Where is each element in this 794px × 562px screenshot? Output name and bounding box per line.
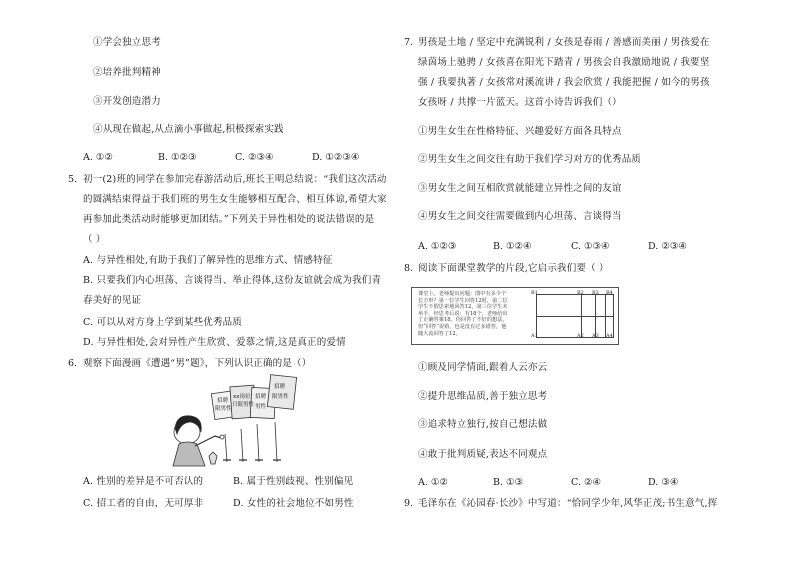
q4-option-b: B. ①②③ bbox=[158, 152, 197, 163]
grid-label-b3: B3 bbox=[592, 290, 599, 296]
q7-option-c: C. ①③④ bbox=[571, 241, 610, 252]
q9-stem: 毛泽东在《沁园春·长沙》中写道：“恰同学少年,风华正茂;书生意气,挥 bbox=[418, 498, 718, 509]
grid-label-b1: B1 bbox=[531, 290, 538, 296]
q5-number: 5. bbox=[68, 174, 78, 185]
q5-stem-line-1: 初一(2)班的同学在参加完春游活动后,班长王明总结说：“我们这次活动 bbox=[83, 174, 387, 185]
q8-item-4: ④敢于批判质疑,表达不同观点 bbox=[418, 449, 548, 460]
cartoon-illustration bbox=[165, 374, 300, 469]
q8-number: 8. bbox=[404, 263, 414, 274]
grid-label-b2: B2 bbox=[577, 290, 584, 296]
q6-number: 6. bbox=[68, 358, 78, 369]
grid-label-b4: B4 bbox=[606, 290, 613, 296]
grid-label-a1: A1 bbox=[531, 333, 538, 339]
sign-text-4: 只限男性 bbox=[232, 402, 255, 408]
q7-item-3: ③男女生之间互相欣赏就能建立异性之间的友谊 bbox=[418, 183, 622, 194]
q4-option-d: D. ①②③④ bbox=[312, 152, 360, 163]
q5-option-c: C. 可以从对方身上学到某些优秀品质 bbox=[83, 317, 243, 328]
q4-item-2: ②培养批判精神 bbox=[93, 67, 161, 78]
q8-option-c: C. ②④ bbox=[571, 477, 602, 488]
q4-option-c: C. ②③④ bbox=[235, 152, 274, 163]
grid-label-a3: A3 bbox=[592, 333, 599, 339]
rectangle-grid-figure bbox=[536, 294, 614, 338]
q9-number: 9. bbox=[404, 498, 414, 509]
q7-option-b: B. ①②④ bbox=[493, 241, 532, 252]
grid-label-a2: A2 bbox=[577, 333, 584, 339]
q7-item-2: ②男生女生之间交往有助于我们学习对方的优秀品质 bbox=[418, 154, 642, 165]
q6-option-d: D. 女性的社会地位不如男性 bbox=[233, 498, 354, 509]
q7-item-1: ①男生女生在性格特征、兴趣爱好方面各具特点 bbox=[418, 126, 622, 137]
q6-option-a: A. 性别的差异是不可否认的 bbox=[83, 476, 204, 487]
q5-option-a: A. 与异性相处,有助于我们了解异性的思维方式、情感特征 bbox=[83, 255, 333, 266]
q7-number: 7. bbox=[404, 37, 414, 48]
grid-label-a4: A4 bbox=[606, 333, 613, 339]
sign-text-7: 招聘 bbox=[274, 384, 286, 390]
classroom-passage-box bbox=[411, 287, 619, 345]
sign-text-6: 男性 bbox=[255, 404, 267, 410]
q8-option-a: A. ①② bbox=[418, 477, 448, 488]
q5-stem-line-3: 再参加此类活动时能够更加团结。”下列关于异性相处的说法错误的是 bbox=[83, 214, 375, 225]
sign-text-1: 招聘 bbox=[217, 398, 229, 404]
q7-item-4: ④男女生之间交往需要做到内心坦荡、言谈得当 bbox=[418, 211, 622, 222]
q6-stem: 观察下面漫画《遭遇“男”题》，下列认识正确的是（） bbox=[83, 358, 312, 369]
q4-option-a: A. ①② bbox=[83, 152, 113, 163]
q4-item-3: ③开发创造潜力 bbox=[93, 96, 161, 107]
q5-option-b-line-1: B. 只要我们内心坦荡、言谈得当、举止得体,这份友谊就会成为我们青 bbox=[83, 275, 382, 286]
q4-item-1: ①学会独立思考 bbox=[93, 37, 161, 48]
q7-stem-line-4: 女孩呀 / 共撑一片蓝天。这首小诗告诉我们（） bbox=[418, 97, 622, 108]
q8-item-3: ③追求特立独行,按自己想法做 bbox=[418, 419, 548, 430]
q8-stem: 阅读下面课堂教学的片段,它启示我们要（ ） bbox=[418, 263, 609, 274]
q7-stem-line-3: 强 / 我要执著 / 女孩常对溪流讲 / 我会欣赏 / 我能把握 / 如今的男孩 bbox=[418, 77, 710, 88]
q8-item-1: ①顾及同学情面,跟着人云亦云 bbox=[418, 362, 548, 373]
sign-text-2: 限男性 bbox=[215, 406, 232, 412]
q5-stem-line-4: （ ） bbox=[83, 234, 106, 245]
q5-stem-line-2: 的圆满结束得益于我们班的男生女生能够相互配合、相互体谅,希望大家 bbox=[83, 194, 387, 205]
q7-stem-line-1: 男孩是土地 / 坚定中充满锐利 / 女孩是春雨 / 善感而美丽 / 男孩爱在 bbox=[418, 37, 710, 48]
q4-item-4: ④从现在做起,从点滴小事做起,积极探索实践 bbox=[93, 124, 284, 135]
q8-option-d: D. ③④ bbox=[648, 477, 679, 488]
q5-option-d: D. 与异性相处,会对异性产生欣赏、爱慕之情,这是真正的爱情 bbox=[83, 337, 346, 348]
q7-option-a: A. ①②③ bbox=[418, 241, 457, 252]
q6-option-c: C. 招工者的自由，无可厚非 bbox=[83, 498, 204, 509]
q8-option-b: B. ①③ bbox=[493, 477, 524, 488]
sign-text-5: 招聘 bbox=[255, 394, 267, 400]
sign-text-3: xx岗位 bbox=[233, 394, 251, 400]
q7-stem-line-2: 绿茵场上驰骋 / 女孩喜在阳光下踏青 / 男孩会自我激励地说 / 我要坚 bbox=[418, 57, 710, 68]
classroom-passage-text: 课堂上，老师提出问题：图中有多少个长方形？第一位学生回答12时，第二位学生不假思索地回答12，第三位学生未举手，经思考后说：有18个，老师给出了正确答案18。你回答了不好的想法,但“回答”说错，也是没有过多错答，他随大流回答了12。 bbox=[418, 291, 508, 337]
q7-option-d: D. ②③④ bbox=[648, 241, 687, 252]
q6-option-b: B. 属于性别歧视、性别偏见 bbox=[233, 476, 354, 487]
sign-text-8: 限男性 bbox=[272, 394, 289, 400]
q8-item-2: ②提升思维品质,善于独立思考 bbox=[418, 391, 548, 402]
q5-option-b-line-2: 春美好的见证 bbox=[83, 295, 142, 306]
